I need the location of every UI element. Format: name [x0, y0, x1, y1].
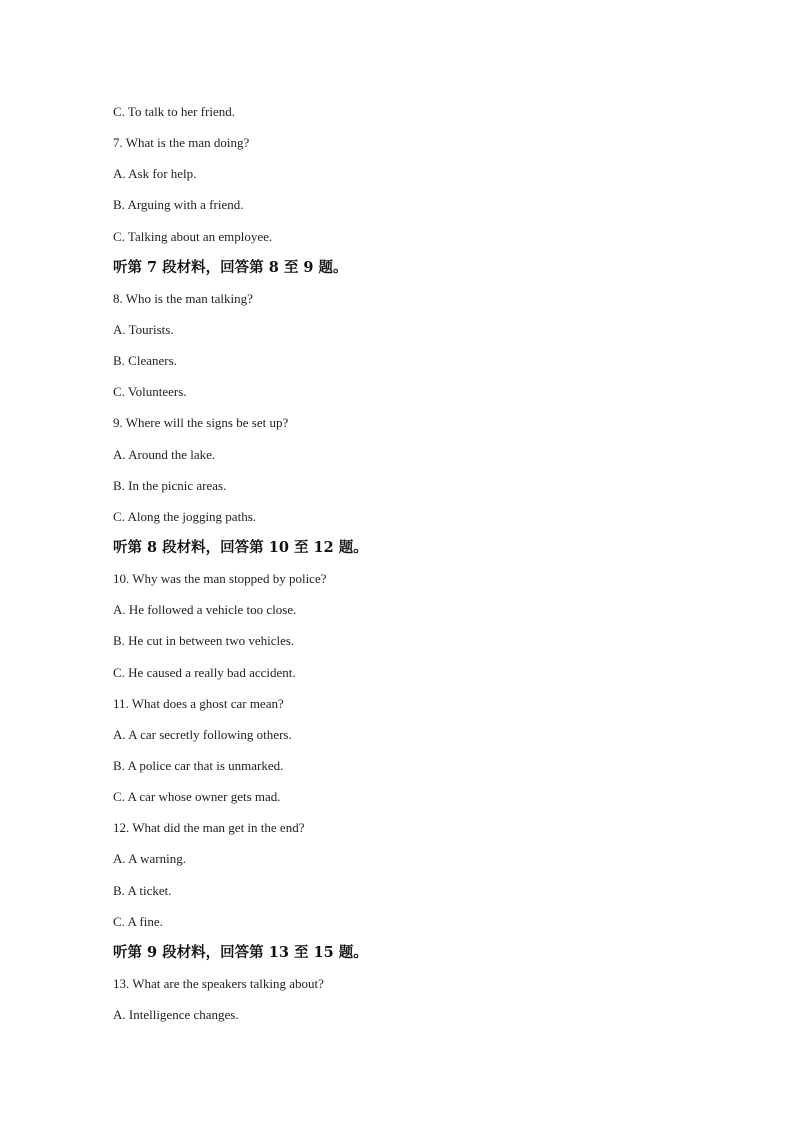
option-line: A. Around the lake.	[113, 446, 216, 462]
option-line: C. Volunteers.	[113, 384, 187, 400]
option-line: B. A police car that is unmarked.	[113, 757, 284, 773]
option-line: B. Cleaners.	[113, 353, 177, 369]
question-line: 10. Why was the man stopped by police?	[113, 571, 327, 587]
option-line: A. Ask for help.	[113, 166, 197, 182]
option-line: A. He followed a vehicle too close.	[113, 602, 297, 618]
section-heading: 听第 7 段材料，回答第 8 至 9 题。	[113, 258, 348, 276]
option-line: C. He caused a really bad accident.	[113, 664, 296, 680]
exam-text-block	[113, 101, 733, 1035]
question-line: 7. What is the man doing?	[113, 135, 250, 151]
question-line: 9. Where will the signs be set up?	[113, 415, 289, 431]
option-line: B. In the picnic areas.	[113, 477, 227, 493]
option-line: B. Arguing with a friend.	[113, 197, 244, 213]
option-line: B. A ticket.	[113, 882, 172, 898]
option-line: A. Intelligence changes.	[113, 1007, 239, 1023]
option-line: C. A fine.	[113, 913, 163, 929]
option-line: B. He cut in between two vehicles.	[113, 633, 295, 649]
question-line: 11. What does a ghost car mean?	[113, 695, 284, 711]
option-line: C. A car whose owner gets mad.	[113, 789, 281, 805]
option-line: A. A car secretly following others.	[113, 726, 292, 742]
question-line: 12. What did the man get in the end?	[113, 820, 305, 836]
section-heading: 听第 9 段材料，回答第 13 至 15 题。	[113, 943, 368, 961]
option-line: A. A warning.	[113, 851, 186, 867]
option-line: C. Talking about an employee.	[113, 228, 273, 244]
section-heading: 听第 8 段材料，回答第 10 至 12 题。	[113, 538, 368, 556]
option-line: C. Along the jogging paths.	[113, 508, 256, 524]
option-line: A. Tourists.	[113, 321, 174, 337]
question-line: 13. What are the speakers talking about?	[113, 975, 324, 991]
question-line: 8. Who is the man talking?	[113, 290, 253, 306]
option-line: C. To talk to her friend.	[113, 104, 235, 119]
